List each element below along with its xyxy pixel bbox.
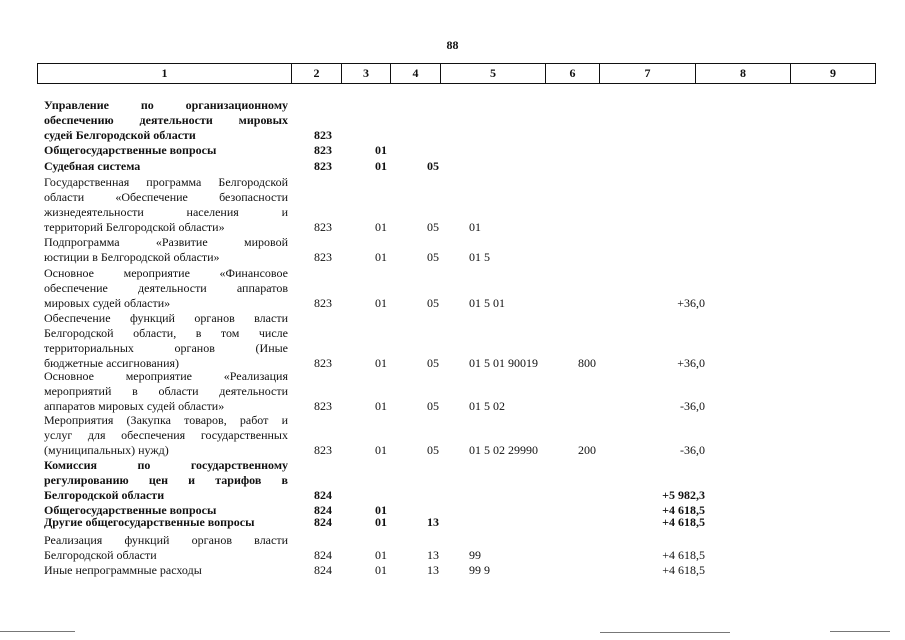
ministry-code: 824 — [314, 548, 332, 562]
amount-change: +4 618,5 — [662, 515, 705, 529]
ministry-code: 823 — [314, 159, 332, 173]
section-code: 01 — [375, 515, 387, 529]
ministry-code: 823 — [314, 443, 332, 457]
table-row — [0, 413, 905, 458]
row-description-line: Белгородской области — [44, 488, 165, 502]
section-code: 01 — [375, 143, 387, 157]
amount-change: +4 618,5 — [662, 503, 705, 517]
row-description — [44, 143, 288, 158]
target-article-code: 99 9 — [469, 563, 490, 577]
column-number-2: 2 — [292, 64, 342, 84]
page-number: 88 — [446, 38, 459, 52]
row-description — [44, 159, 288, 174]
amount-change: +5 982,3 — [662, 488, 705, 502]
subsection-code: 13 — [427, 548, 439, 562]
ministry-code: 823 — [314, 220, 332, 234]
row-description-line: области «Обеспечение безопасности — [44, 190, 288, 204]
amount-change: +36,0 — [677, 296, 705, 310]
row-description — [44, 98, 288, 143]
row-description-line: Основное мероприятие «Финансовое — [44, 266, 288, 280]
target-article-code: 01 — [469, 220, 481, 234]
section-code: 01 — [375, 443, 387, 457]
column-number-6: 6 — [546, 64, 600, 84]
column-number-7: 7 — [600, 64, 696, 84]
row-description — [44, 458, 288, 503]
ministry-code: 823 — [314, 356, 332, 370]
subsection-code: 05 — [427, 399, 439, 413]
column-number-8: 8 — [696, 64, 791, 84]
target-article-code: 01 5 01 90019 — [469, 356, 538, 370]
subsection-code: 05 — [427, 296, 439, 310]
section-code: 01 — [375, 250, 387, 264]
row-description-line: услуг для обеспечения государственных — [44, 428, 288, 442]
expense-type-code: 200 — [578, 443, 596, 457]
ministry-code: 824 — [314, 488, 332, 502]
row-description-line: регулированию цен и тарифов в — [44, 473, 288, 487]
row-description-line: жизнедеятельности населения и — [44, 205, 288, 219]
target-article-code: 01 5 01 — [469, 296, 505, 310]
ministry-code: 823 — [314, 128, 332, 142]
row-description-line: территорий Белгородской области» — [44, 220, 225, 234]
column-number-5: 5 — [441, 64, 546, 84]
row-description-line: Подпрограмма «Развитие мировой — [44, 235, 288, 249]
table-row — [0, 143, 905, 158]
row-description — [44, 515, 288, 530]
row-description-line: Реализация функций органов власти — [44, 533, 288, 547]
row-description-line: Иные непрограммные расходы — [44, 563, 202, 577]
scan-artifact — [0, 631, 75, 632]
row-description — [44, 413, 288, 458]
target-article-code: 01 5 — [469, 250, 490, 264]
row-description — [44, 175, 288, 235]
table-row — [0, 533, 905, 563]
row-description-line: Общегосударственные вопросы — [44, 503, 217, 517]
row-description — [44, 369, 288, 414]
section-code: 01 — [375, 159, 387, 173]
row-description-line: Белгородской области — [44, 548, 157, 562]
row-description-line: юстиции в Белгородской области» — [44, 250, 220, 264]
row-description-line: Основное мероприятие «Реализация — [44, 369, 288, 383]
target-article-code: 01 5 02 — [469, 399, 505, 413]
row-description-line: мероприятий в области деятельности — [44, 384, 288, 398]
subsection-code: 05 — [427, 159, 439, 173]
ministry-code: 823 — [314, 250, 332, 264]
row-description-line: Другие общегосударственные вопросы — [44, 515, 255, 529]
column-number-3: 3 — [342, 64, 391, 84]
table-row — [0, 235, 905, 265]
row-description — [44, 311, 288, 371]
row-description-line: Судебная система — [44, 159, 141, 173]
section-code: 01 — [375, 296, 387, 310]
row-description-line: аппаратов мировых судей области» — [44, 399, 225, 413]
row-description — [44, 563, 288, 578]
table-row — [0, 159, 905, 174]
row-description-line: Государственная программа Белгородской — [44, 175, 288, 189]
section-code: 01 — [375, 563, 387, 577]
amount-change: +36,0 — [677, 356, 705, 370]
table-row — [0, 175, 905, 235]
row-description-line: бюджетные ассигнования) — [44, 356, 180, 370]
column-number-1: 1 — [38, 64, 292, 84]
row-description-line: обеспечение деятельности аппаратов — [44, 281, 288, 295]
subsection-code: 05 — [427, 250, 439, 264]
target-article-code: 01 5 02 29990 — [469, 443, 538, 457]
ministry-code: 824 — [314, 515, 332, 529]
row-description-line: судей Белгородской области — [44, 128, 196, 142]
row-description-line: Общегосударственные вопросы — [44, 143, 217, 157]
row-description — [44, 235, 288, 265]
row-description — [44, 533, 288, 563]
ministry-code: 823 — [314, 399, 332, 413]
amount-change: +4 618,5 — [662, 548, 705, 562]
row-description-line: Мероприятия (Закупка товаров, работ и — [44, 413, 288, 427]
row-description-line: обеспечению деятельности мировых — [44, 113, 288, 127]
ministry-code: 824 — [314, 503, 332, 517]
row-description-line: Комиссия по государственному — [44, 458, 288, 472]
subsection-code: 13 — [427, 515, 439, 529]
column-header-row — [37, 63, 876, 84]
table-row — [0, 458, 905, 503]
amount-change: -36,0 — [680, 443, 705, 457]
row-description — [44, 266, 288, 311]
table-row — [0, 266, 905, 311]
table-row — [0, 98, 905, 143]
section-code: 01 — [375, 399, 387, 413]
row-description-line: мировых судей области» — [44, 296, 171, 310]
ministry-code: 823 — [314, 296, 332, 310]
subsection-code: 05 — [427, 220, 439, 234]
ministry-code: 823 — [314, 143, 332, 157]
subsection-code: 05 — [427, 443, 439, 457]
scan-artifact — [600, 632, 730, 633]
table-row — [0, 311, 905, 371]
subsection-code: 13 — [427, 563, 439, 577]
amount-change: +4 618,5 — [662, 563, 705, 577]
section-code: 01 — [375, 356, 387, 370]
section-code: 01 — [375, 220, 387, 234]
column-number-9: 9 — [791, 64, 876, 84]
row-description-line: Обеспечение функций органов власти — [44, 311, 288, 325]
section-code: 01 — [375, 503, 387, 517]
row-description-line: Управление по организационному — [44, 98, 288, 112]
section-code: 01 — [375, 548, 387, 562]
table-row — [0, 515, 905, 530]
expense-type-code: 800 — [578, 356, 596, 370]
table-row — [0, 369, 905, 414]
ministry-code: 824 — [314, 563, 332, 577]
table-row — [0, 563, 905, 578]
amount-change: -36,0 — [680, 399, 705, 413]
row-description-line: территориальных органов (Иные — [44, 341, 288, 355]
scan-artifact — [830, 631, 890, 632]
row-description-line: (муниципальных) нужд) — [44, 443, 169, 457]
row-description-line: Белгородской области, в том числе — [44, 326, 288, 340]
subsection-code: 05 — [427, 356, 439, 370]
target-article-code: 99 — [469, 548, 481, 562]
column-number-4: 4 — [391, 64, 441, 84]
